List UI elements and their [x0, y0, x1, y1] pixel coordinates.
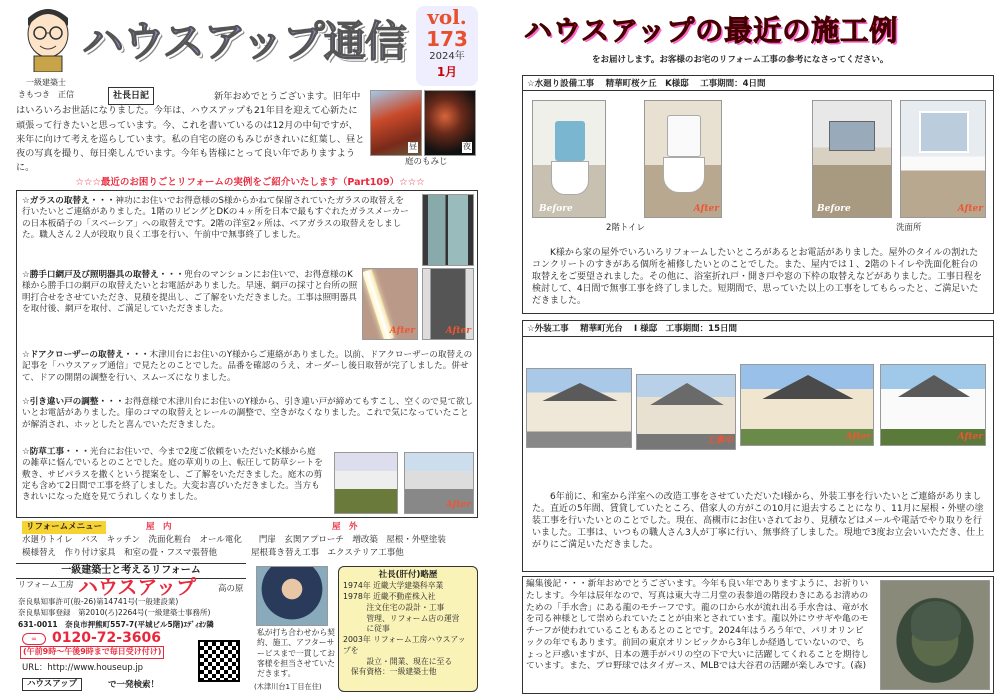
- license-1: 奈良県知事許可(般-26)第14741号(一般建設業): [18, 597, 179, 606]
- case-weed-text: [22, 447, 324, 504]
- case-closer-text: [22, 350, 474, 384]
- case-weed-body: 光台にお住いで、今まで2度ご依頼をいただいたK様から庭の雑草に悩んでいるとのことでした。庭の草刈りの上、転圧して防草シートを敷き、サビパラスを撒くという提案をし、ご了解をいただきました。庭木の剪定も含めて2日間で工事を終了しました。大変お喜びいただきました。当方もきれいになった庭を見てうれしくなりました。: [22, 447, 323, 503]
- house-photo-3: [740, 364, 874, 446]
- maple-caption: 庭のもみじ: [405, 157, 448, 167]
- weed-photo-after: [404, 452, 474, 514]
- right-page: [508, 0, 1000, 700]
- company-branch: 高の原: [218, 584, 244, 594]
- diary-heading: 社長日記: [108, 87, 154, 105]
- editor-text: 編集後記・・・新年おめでとうございます。今年も良い年でありますように、お祈りいたします。今年は辰年なので、写真は東大寺二月堂の表参道の階段わきにあるお清めのための「手水舎」にある龍のモチーフです。龍の口から水が流れ出る手水舎は、竜が水を司る神様として崇められていたことが由来とされています。龍以外にウサギや亀のモチーフが使われていることもあるとのことです。2024年はうろう年で、パリオリンピックの年でもあります。前回の東京オリンピックから3年しか経過していないので、ちょっと戸惑いますが、日本の選手がパリの空の下で大いに活躍してくれることを期待しています。また、プロ野球ではタイガース、MLBでは大谷君の活躍が楽しみです。(森): [526, 579, 870, 672]
- case1-heading: ☆水廻り設備工事 精華町桜ケ丘 K様邸 工事期間：4日間: [522, 75, 994, 93]
- day-label: 昼: [409, 142, 417, 152]
- house-after-tag-1: After: [845, 431, 871, 442]
- case2-heading: ☆外装工事 精華町光台 I 様邸 工事期間：15日間: [522, 320, 994, 338]
- freedial-icon: ∞: [22, 633, 46, 645]
- house-photo-4: [880, 364, 986, 446]
- screen-door-photo: [422, 268, 474, 340]
- person-name: きもつき 正信: [18, 90, 74, 99]
- company-address: 631-0011 奈良市押熊町557-7(平城ビル5階)ｴﾃﾞｨｵﾝ隣: [18, 620, 214, 629]
- cases-banner: ☆☆☆最近のお困りごとリフォームの実例をご紹介いたします（Part109）☆☆☆: [75, 177, 425, 188]
- light-photo: [362, 268, 418, 340]
- qr-code[interactable]: [198, 640, 240, 682]
- toilet-after-photo: [644, 100, 722, 218]
- vol-year: 2024年: [429, 51, 465, 62]
- case-closer-title: ☆ドアクローザーの取替え・・・: [22, 350, 150, 360]
- company-prefix: リフォーム工房: [18, 580, 74, 589]
- dragon-photo: [880, 580, 990, 690]
- company-name: ハウスアップ: [78, 575, 196, 599]
- phone-hours: (午前9時～午後9時まで毎日受け付け): [20, 646, 164, 659]
- weed-photo-before: [334, 452, 398, 514]
- toilet-before-photo: [532, 100, 606, 218]
- toilet-before-tag: Before: [539, 203, 573, 214]
- president-caricature: [18, 6, 78, 72]
- website-url[interactable]: URL：http://www.houseup.jp: [22, 663, 144, 673]
- page-subtitle: をお届けします。お客様のお宅のリフォーム工事の参考になさってください。: [592, 55, 889, 65]
- case-glass-text: [22, 196, 410, 241]
- case-glass-title: ☆ガラスの取替え・・・: [22, 196, 116, 206]
- case-screen-text: [22, 270, 358, 315]
- case-screen-body: 兜台のマンションにお住いで、お得意様のK様から勝手口の網戸の取替えたいとお電話がありました。早速、網戸の採寸と台所の照明打合せをさせていただき、見積を提出し、ご了解をいただきました。工事は照明器具を取付後、網戸を取付、ご満足していただきました。: [22, 270, 358, 315]
- diary-text: 新年おめでとうございます。旧年中はいろいろお世話になりました。今年は、ハウスアップも21年目を迎えて心新たに頑張って行きたいと思っています。今、これを書いているのは12月の中旬ですが、来年に向けて考えを巡らしています。私の自宅の庭のもみじがきれいに紅葉し、昼と夜の写真を撮り、毎日楽しんでいます。今年も皆様にとって良い年でありますように。: [16, 91, 365, 174]
- person-role: 一級建築士: [26, 78, 66, 87]
- house-photo-1: [526, 368, 632, 448]
- case1-text: K様から家の屋外でいろいろリフォームしたいところがあるとお電話がありました。屋外のタイルの割れたコンクリートのすきがある個所を補修したいとのことでした。また、屋内では１、2階のトイレや洗面化粧台の取替えをご要望されました。その他に、浴室折れ戸・開き戸や窓の下枠の取替えなどがありました。工事日程を検討して、4日間で無事工事を終了しました。短期間で、思っていた以上の工事をしてもらったと、ご満足いただきました。: [532, 248, 983, 306]
- search-prompt: で一発検索！: [108, 680, 160, 690]
- sink-caption: 洗面所: [896, 223, 922, 233]
- case-sliding-body: お得意様で木津川台にお住いのY様から、引き違い戸が締めてもすこし、空くので見て欲しいとお電話がありました。扉のコマの取替えとレールの調整で、空きがなくなりました。これで気になっていたことが解消され、ホッとしたと喜んでいただきました。: [22, 397, 474, 430]
- company-slogan: 一級建築士と考えるリフォーム: [16, 563, 246, 579]
- case2-text: 6年前に、和室から洋室への改造工事をさせていただいたI様から、外装工事を行いたいとご連絡がありました。直近の5年間、賃貸していたところ、借家人の方がこの10月に退去することになり、11月に屋根・外壁の塗装工事を行いたいとのことでした。現在、高槻市にお住いされており、見積などはメールや電話でやり取りを行いました。工事は、いつもの職人さん3人が丁寧に行い、無事終了しました。現地で3度お立会いいただき、仕上がりにご満足いただきました。: [532, 492, 985, 550]
- menu-row-1: 水廻りトイレ バス キッチン 洗面化粧台 オール電化 門扉 玄関アプローチ 増改築 屋根・外壁塗装: [22, 535, 446, 545]
- maple-photo-day: [370, 90, 422, 156]
- maple-photo-night: [424, 90, 476, 156]
- history-body: 1974年 近畿大学建築科卒業 1978年 近畿不動産株入社 注文住宅の設計・工事 管理、リフォーム店の運営 に従事 2003年 リフォーム工房ハウスアップを 設立・開業、現在に至る 保有資格：一級建築士他: [343, 581, 466, 677]
- history-title: 社長(肝付)略歴: [378, 570, 438, 580]
- menu-inside-heading: 屋 内: [146, 522, 172, 532]
- profile-note: (木津川台1丁目在住): [254, 682, 322, 691]
- president-photo: [256, 566, 328, 626]
- house-after-tag-2: After: [957, 431, 983, 442]
- menu-outside-heading: 屋 外: [332, 522, 358, 532]
- case-screen-title: ☆勝手口網戸及び照明器具の取替え・・・: [22, 270, 185, 280]
- sink-before-photo: [812, 100, 892, 218]
- toilet-caption: 2階トイレ: [606, 223, 645, 233]
- license-2: 奈良県知事登録 第2010(ろ)2264号(一級建築士事務所): [18, 608, 211, 617]
- vol-month: 1月: [436, 64, 458, 79]
- volume-badge: [416, 6, 478, 86]
- phone-number[interactable]: 0120-72-3606: [52, 630, 162, 646]
- screen-after-tag: After: [445, 325, 471, 336]
- toilet-after-tag: After: [693, 203, 719, 214]
- history-frame: [338, 566, 478, 692]
- case-glass-body: 神功にお住いでお得意様のS様からかねて保留されていたガラスの取替えを行いたいとご連絡がありました。1階のリビングとDKの４ヶ所を日本で最もすぐれたガラスメーカーの日本板硝子の「スペーシア」への取替えです。2階の洋室2ヶ所は、ペアガラスの取替えをしました。職人さん２人が段取り良く工事を行い、午前中で無事終了しました。: [22, 196, 409, 241]
- search-box[interactable]: ハウスアップ: [22, 678, 82, 691]
- case-weed-title: ☆防草工事・・・: [22, 447, 90, 457]
- weed-after-tag: After: [445, 499, 471, 510]
- house-photo-2: [636, 374, 736, 450]
- house-during-tag: 工事中: [705, 435, 733, 446]
- page-title: ハウスアップの最近の施工例: [524, 14, 899, 47]
- light-after-tag: After: [389, 325, 415, 336]
- vol-number: 173: [426, 27, 468, 51]
- case-sliding-text: [22, 397, 474, 431]
- left-page: [0, 0, 492, 700]
- menu-label: リフォームメニュー: [22, 521, 106, 534]
- sink-after-photo: [900, 100, 986, 218]
- case-sliding-title: ☆引き違い戸の調整・・・: [22, 397, 125, 407]
- glass-photo: [422, 194, 474, 266]
- menu-row-2: 模様替え 作り付け家具 和室の畳・フスマ張替他 屋根葺き替え工事 エクステリア工事他: [22, 548, 404, 558]
- profile-text: 私が打ち合わせから契約、施工、アフターサービスまで一貫してお客様を担当させていただきます。: [257, 628, 335, 679]
- vol-label: vol.: [427, 5, 467, 29]
- case-closer-body: 木津川台にお住いのY様からご連絡がありました。以前、ドアクローザーの取替えの記事を「ハウスアップ通信」で見たとのことでした。品番を確認のうえ、オーダーし後日取替が完了しました。併せて、ドアの開閉の調整を行い、スムーズになりました。: [22, 350, 473, 383]
- sink-before-tag: Before: [817, 203, 851, 214]
- newsletter-title: ハウスアップ通信: [82, 17, 406, 66]
- night-label: 夜: [463, 142, 471, 152]
- sink-after-tag: After: [957, 203, 983, 214]
